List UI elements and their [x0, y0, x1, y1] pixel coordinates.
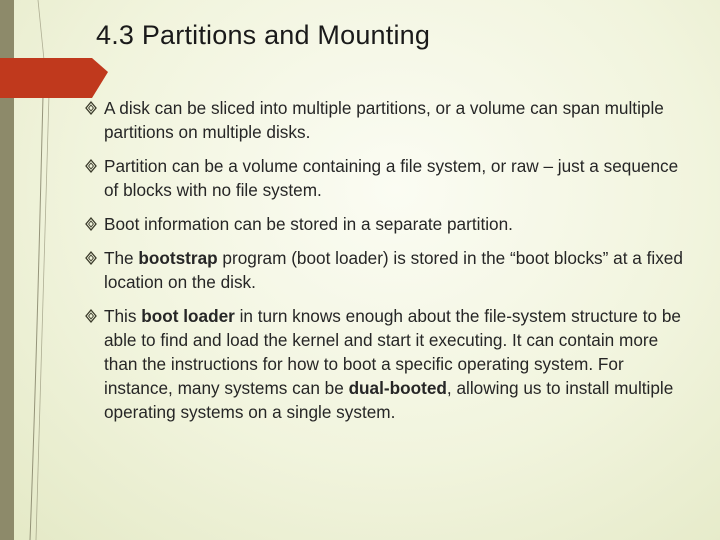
title-accent-shape [0, 58, 108, 98]
bullet-item [84, 96, 694, 144]
bullet-text: in turn knows enough about the file-system structure to be able to find and load the kernel and start it executing. It can contain more than the instructions for how to boot a specific operating system. For instance, many systems can be [104, 306, 681, 398]
bullet-text: , allowing us to install multiple operating systems on a single system. [104, 378, 674, 422]
bullet-text: This [104, 306, 142, 326]
bullet-text: The [104, 248, 139, 268]
bold-term: boot loader [141, 306, 235, 326]
diamond-bullet-icon [84, 249, 98, 267]
bullet-text: program (boot loader) is stored in the “boot blocks” at a fixed location on the disk. [104, 248, 683, 292]
bold-term: bootstrap [138, 248, 218, 268]
diamond-bullet-icon [84, 99, 98, 117]
bullet-item [84, 212, 694, 236]
bold-term: dual-booted [348, 378, 447, 398]
bullet-list [84, 96, 694, 424]
bullet-text: Partition can be a volume containing a file system, or raw – just a sequence of blocks with no file system. [104, 156, 679, 200]
bullet-item [84, 304, 694, 424]
bullet-text: Boot information can be stored in a separate partition. [104, 214, 513, 234]
slide-title: 4.3 Partitions and Mounting [96, 20, 431, 50]
bullet-item [84, 154, 694, 202]
bullet-text: A disk can be sliced into multiple partitions, or a volume can span multiple partitions on multiple disks. [104, 98, 664, 142]
diamond-bullet-icon [84, 215, 98, 233]
bullet-item [84, 246, 694, 294]
diamond-bullet-icon [84, 307, 98, 325]
diamond-bullet-icon [84, 157, 98, 175]
